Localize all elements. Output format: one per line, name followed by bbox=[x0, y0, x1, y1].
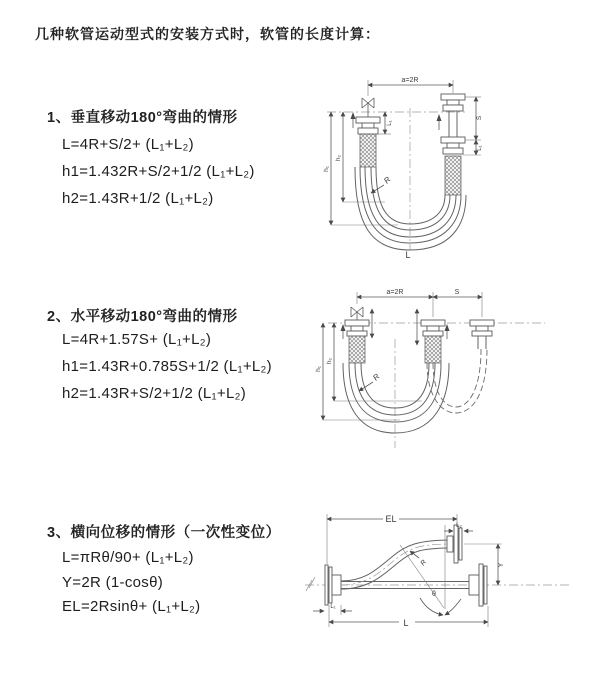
lateral-displacement-diagram bbox=[303, 505, 593, 655]
dimension-l bbox=[329, 605, 488, 628]
section-1-formula-h1: h1=1.432R+S/2+1/2 (L₁+L₂) bbox=[62, 163, 255, 180]
horizontal-180-bend-diagram bbox=[310, 283, 570, 455]
section-1-heading: 1、垂直移动180°弯曲的情形 bbox=[47, 110, 238, 126]
dim-label-l: L bbox=[405, 250, 411, 260]
radius-callout bbox=[371, 175, 393, 193]
radius-label: R bbox=[371, 372, 382, 383]
dimension-l1-right bbox=[463, 140, 483, 155]
dimension-s bbox=[433, 289, 482, 297]
vertical-180-bend-diagram bbox=[313, 70, 528, 260]
dim-label-a2r: a=2R bbox=[401, 77, 419, 84]
radius-label: R bbox=[419, 558, 429, 568]
dim-label-s: S bbox=[476, 115, 483, 121]
page-title: 几种软管运动型式的安装方式时，软管的长度计算： bbox=[35, 26, 380, 42]
left-hose-end bbox=[351, 112, 381, 167]
radius-callout bbox=[359, 372, 382, 391]
dimension-l2 bbox=[444, 523, 473, 531]
dimension-s bbox=[465, 97, 483, 140]
section-2-formula-L: L=4R+1.57S+ (L₁+L₂) bbox=[62, 331, 212, 348]
dim-label-l1: L₁ bbox=[330, 604, 336, 610]
right-flange bbox=[469, 564, 487, 606]
section-2-formula-h1: h1=1.43R+0.785S+1/2 (L₁+L₂) bbox=[62, 358, 272, 375]
left-flange bbox=[325, 565, 341, 605]
moved-hose-end bbox=[470, 320, 494, 349]
theta-label: θ bbox=[432, 591, 436, 598]
dim-label-h1: h₁ bbox=[323, 166, 330, 172]
section-2-formula-h2: h2=1.43R+S/2+1/2 (L₁+L₂) bbox=[62, 385, 247, 402]
section-3-formula-L: L=πRθ/90+ (L₁+L₂) bbox=[62, 549, 194, 566]
radius-construction bbox=[400, 525, 445, 609]
dim-label-h2: h₂ bbox=[326, 357, 333, 365]
dim-label-el: EL bbox=[385, 514, 397, 524]
section-3-formula-EL: EL=2Rsinθ+ (L₁+L₂) bbox=[62, 598, 201, 615]
dimension-a2r bbox=[357, 289, 482, 317]
dimension-h2 bbox=[326, 323, 422, 401]
centerlines bbox=[327, 108, 465, 250]
dim-label-a2r: a=2R bbox=[386, 289, 404, 296]
dim-label-l2: L₂ bbox=[456, 523, 462, 529]
dim-label-l1-left: L₁ bbox=[387, 120, 393, 126]
dim-label-h2: h₂ bbox=[335, 154, 342, 162]
radius-label: R bbox=[382, 175, 393, 186]
dim-label-s: S bbox=[454, 289, 460, 296]
section-1-formula-h2: h2=1.43R+1/2 (L₁+L₂) bbox=[62, 190, 214, 207]
dimension-a2r bbox=[368, 77, 453, 96]
valve-icon bbox=[362, 98, 374, 117]
dim-label-y: Y bbox=[498, 562, 505, 568]
left-hose-end bbox=[341, 309, 373, 363]
valve-icon bbox=[351, 307, 363, 320]
section-3-heading: 3、横向位移的情形（一次性变位） bbox=[47, 525, 281, 541]
section-3-formula-Y: Y=2R (1-cosθ) bbox=[62, 574, 164, 591]
middle-hose-end bbox=[417, 309, 450, 363]
section-1-formula-L: L=4R+S/2+ (L₁+L₂) bbox=[62, 136, 194, 153]
right-hose-end bbox=[437, 94, 466, 195]
dim-label-h1: h₁ bbox=[315, 366, 322, 372]
dimension-l1 bbox=[313, 604, 352, 615]
dim-label-l1-right: L₁ bbox=[477, 145, 483, 151]
section-2-heading: 2、水平移动180°弯曲的情形 bbox=[47, 309, 238, 325]
dim-label-l: L bbox=[403, 618, 409, 628]
